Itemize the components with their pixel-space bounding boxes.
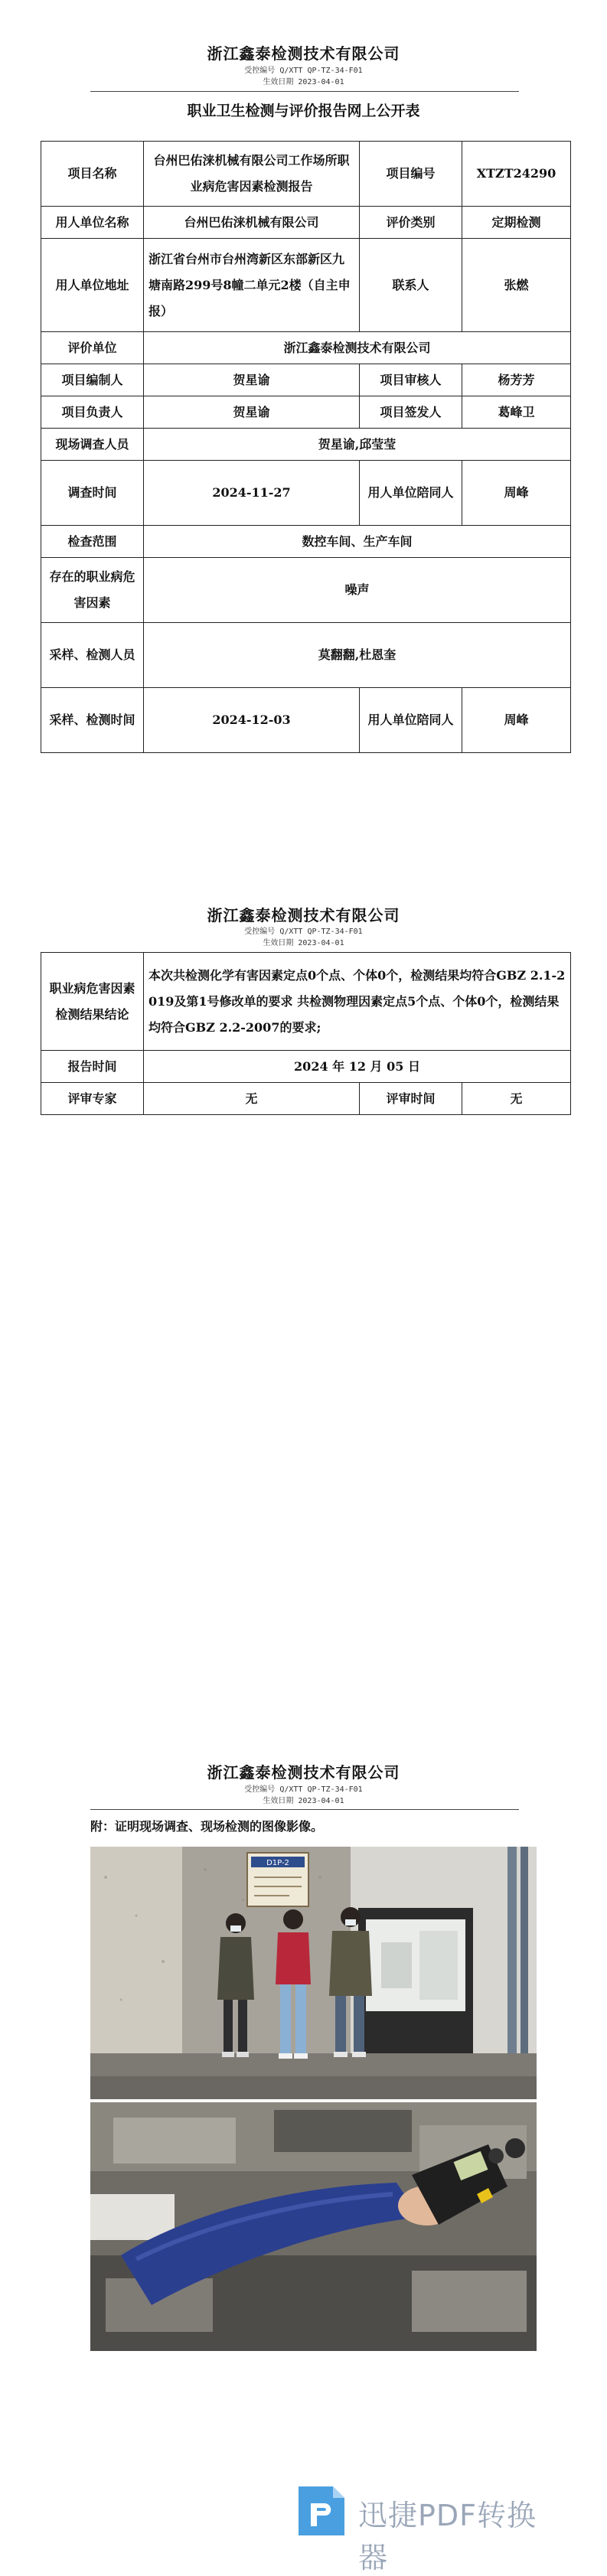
form-title: 职业卫生检测与评价报告网上公开表 bbox=[187, 103, 420, 119]
contact-value: 张燃 bbox=[462, 239, 571, 332]
project-name-value: 台州巴佑涞机械有限公司工作场所职业病危害因素检测报告 bbox=[144, 142, 360, 207]
site-survey-illustration bbox=[90, 1847, 537, 2099]
conclusion-table bbox=[41, 952, 571, 1115]
survey-time-value: 2024-11-27 bbox=[144, 461, 360, 526]
effective-date-p2: 生效日期 2023-04-01 bbox=[263, 939, 344, 947]
review-time-value: 无 bbox=[462, 1083, 571, 1115]
accompany2-label: 用人单位陪同人 bbox=[360, 688, 462, 753]
address-label: 用人单位地址 bbox=[41, 239, 144, 332]
investigator-value: 贺星谕,邱莹莹 bbox=[144, 429, 571, 461]
eval-unit-value: 浙江鑫泰检测技术有限公司 bbox=[144, 332, 571, 364]
employer-label: 用人单位名称 bbox=[41, 207, 144, 239]
company-name-p3: 浙江鑫泰检测技术有限公司 bbox=[207, 1763, 400, 1782]
company-name-p2: 浙江鑫泰检测技术有限公司 bbox=[207, 906, 400, 924]
reviewer-value: 杨芳芳 bbox=[462, 364, 571, 396]
watermark-text: 迅捷PDF转换器 bbox=[358, 2499, 537, 2574]
doc-code: 受控编号 Q/XTT QP-TZ-34-F01 bbox=[244, 67, 363, 75]
header-rule-p3 bbox=[90, 1809, 519, 1810]
reviewer-label: 项目审核人 bbox=[360, 364, 462, 396]
address-value: 浙江省台州市台州湾新区东部新区九塘南路299号8幢二单元2楼（自主申报） bbox=[144, 239, 360, 332]
site-detection-illustration bbox=[90, 2102, 537, 2351]
conclusion-value: 本次共检测化学有害因素定点0个点、个体0个，检测结果均符合GBZ 2.1-2019及第1号修改单的要求 共检测物理因素定点5个点、个体0个，检测结果均符合GBZ 2.2-2007的要求; bbox=[144, 953, 571, 1051]
project-name-label: 项目名称 bbox=[41, 142, 144, 207]
sample-time-label: 采样、检测时间 bbox=[41, 688, 144, 753]
issuer-label: 项目签发人 bbox=[360, 396, 462, 429]
scope-label: 检查范围 bbox=[41, 526, 144, 558]
disclosure-table bbox=[41, 141, 571, 753]
review-time-label: 评审时间 bbox=[360, 1083, 462, 1115]
compiler-value: 贺星谕 bbox=[144, 364, 360, 396]
sampler-value: 莫翻翻,杜恩奎 bbox=[144, 623, 571, 688]
accompany2-value: 周峰 bbox=[462, 688, 571, 753]
site-detection-photo bbox=[90, 2102, 537, 2351]
expert-label: 评审专家 bbox=[41, 1083, 144, 1115]
hazards-value: 噪声 bbox=[144, 558, 571, 623]
eval-type-value: 定期检测 bbox=[462, 207, 571, 239]
sampler-label: 采样、检测人员 bbox=[41, 623, 144, 688]
sample-time-value: 2024-12-03 bbox=[144, 688, 360, 753]
report-time-value: 2024 年 12 月 05 日 bbox=[144, 1051, 571, 1083]
survey-time-label: 调查时间 bbox=[41, 461, 144, 526]
eval-unit-label: 评价单位 bbox=[41, 332, 144, 364]
doc-code-p3: 受控编号 Q/XTT QP-TZ-34-F01 bbox=[244, 1785, 363, 1794]
leader-value: 贺星谕 bbox=[144, 396, 360, 429]
appendix-caption: 附：证明现场调查、现场检测的图像影像。 bbox=[90, 1819, 324, 1834]
issuer-value: 葛峰卫 bbox=[462, 396, 571, 429]
company-name: 浙江鑫泰检测技术有限公司 bbox=[207, 44, 400, 63]
expert-value: 无 bbox=[144, 1083, 360, 1115]
watermark-logo bbox=[291, 2477, 551, 2574]
conclusion-label: 职业病危害因素检测结果结论 bbox=[41, 953, 144, 1051]
accompany-value: 周峰 bbox=[462, 461, 571, 526]
door-sign-label: D1P-2 bbox=[266, 1859, 289, 1867]
project-no-label: 项目编号 bbox=[360, 142, 462, 207]
investigator-label: 现场调查人员 bbox=[41, 429, 144, 461]
header-rule bbox=[90, 91, 519, 92]
pdf-converter-logo-icon bbox=[291, 2480, 352, 2542]
compiler-label: 项目编制人 bbox=[41, 364, 144, 396]
effective-date-p3: 生效日期 2023-04-01 bbox=[263, 1797, 344, 1805]
site-survey-photo bbox=[90, 1847, 537, 2099]
eval-type-label: 评价类别 bbox=[360, 207, 462, 239]
doc-code-p2: 受控编号 Q/XTT QP-TZ-34-F01 bbox=[244, 928, 363, 936]
report-time-label: 报告时间 bbox=[41, 1051, 144, 1083]
hazards-label: 存在的职业病危害因素 bbox=[41, 558, 144, 623]
contact-label: 联系人 bbox=[360, 239, 462, 332]
project-no-value: XTZT24290 bbox=[462, 142, 571, 207]
leader-label: 项目负责人 bbox=[41, 396, 144, 429]
effective-date: 生效日期 2023-04-01 bbox=[263, 78, 344, 86]
accompany-label: 用人单位陪同人 bbox=[360, 461, 462, 526]
scope-value: 数控车间、生产车间 bbox=[144, 526, 571, 558]
employer-value: 台州巴佑涞机械有限公司 bbox=[144, 207, 360, 239]
